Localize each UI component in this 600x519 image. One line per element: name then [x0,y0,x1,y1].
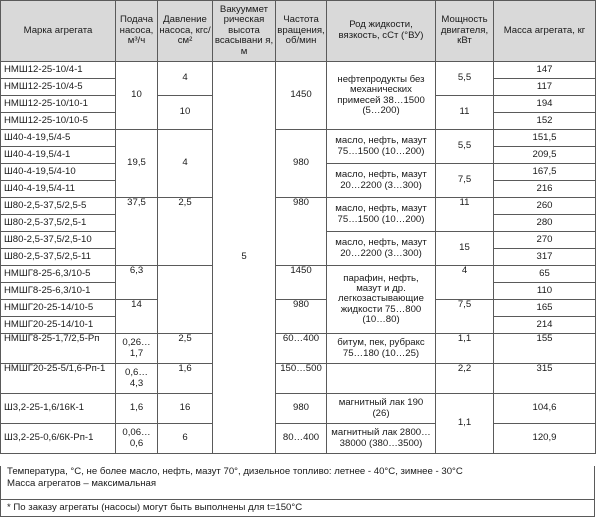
model-cell: НМШ12-25-10/4-1 [1,62,116,79]
model-cell: НМШ12-25-10/10-5 [1,113,116,130]
mass-cell: 317 [494,249,596,266]
rpm-cell: 980 [276,300,327,334]
pressure-cell [158,266,213,334]
liquid-cell: масло, нефть, мазут 20…2200 (3…300) [327,232,436,266]
mass-cell: 315 [494,364,596,394]
flow-cell: 6,3 [116,266,158,300]
model-cell: НМШ12-25-10/10-1 [1,96,116,113]
power-cell: 1,1 [436,334,494,364]
header-row [1,1,596,62]
flow-cell: 37,5 [116,198,158,266]
table-row [1,130,596,147]
liquid-cell: парафин, нефть, мазут и др. легкозастывающие жидкости 75…800 (10…80) [327,266,436,334]
flow-cell: 0,06… 0,6 [116,424,158,454]
power-cell: 11 [436,198,494,232]
table-row [1,364,596,394]
rpm-cell: 980 [276,198,327,266]
model-cell: НМШГ8-25-6,3/10-1 [1,283,116,300]
model-cell: Ш40-4-19,5/4-1 [1,147,116,164]
model-cell: Ш80-2,5-37,5/2,5-11 [1,249,116,266]
liquid-cell: масло, нефть, мазут 75…1500 (10…200) [327,198,436,232]
temperature-note: Температура, °С, не более масло, нефть, мазут 70°, дизельное топливо: летнее - 40°С, зимнее - 30°С [7,466,463,477]
model-cell: Ш80-2,5-37,5/2,5-10 [1,232,116,249]
mass-cell: 209,5 [494,147,596,164]
power-cell: 5,5 [436,62,494,96]
power-cell: 4 [436,266,494,300]
header-flow: Подача насоса, м³/ч [116,1,158,62]
model-cell: Ш40-4-19,5/4-5 [1,130,116,147]
header-power: Мощность двигателя, кВт [436,1,494,62]
rpm-cell: 980 [276,394,327,424]
liquid-cell: масло, нефть, мазут 75…1500 (10…200) [327,130,436,164]
table-row [1,300,596,317]
mass-cell: 280 [494,215,596,232]
header-model: Марка агрегата [1,1,116,62]
model-cell: Ш3,2-25-1,6/16К-1 [1,394,116,424]
pressure-cell: 2,5 [158,334,213,364]
power-cell: 15 [436,232,494,266]
liquid-cell: магнитный лак 190 (26) [327,394,436,424]
rpm-cell: 1450 [276,62,327,130]
power-cell: 7,5 [436,164,494,198]
pressure-cell: 16 [158,394,213,424]
liquid-cell [327,364,436,394]
flow-cell: 19,5 [116,130,158,198]
rpm-cell: 1450 [276,266,327,300]
model-cell: Ш80-2,5-37,5/2,5-1 [1,215,116,232]
rpm-cell: 60…400 [276,334,327,364]
model-cell: НМШГ20-25-14/10-1 [1,317,116,334]
table-row [1,266,596,283]
mass-cell: 110 [494,283,596,300]
power-cell: 11 [436,96,494,130]
mass-cell: 120,9 [494,424,596,454]
mass-cell: 216 [494,181,596,198]
mass-cell: 117 [494,79,596,96]
power-cell: 7,5 [436,300,494,334]
table-row [1,62,596,79]
mass-cell: 155 [494,334,596,364]
rpm-cell: 980 [276,130,327,198]
table-row [1,198,596,215]
pressure-cell: 2,5 [158,198,213,266]
pressure-cell: 4 [158,130,213,198]
table-row [1,424,596,454]
pressure-cell: 4 [158,62,213,96]
header-liquid: Род жидкости, вязкость, сСт (°ВУ) [327,1,436,62]
table-row [1,334,596,364]
liquid-cell: масло, нефть, мазут 20…2200 (3…300) [327,164,436,198]
flow-cell: 1,6 [116,394,158,424]
pressure-cell: 6 [158,424,213,454]
model-cell: Ш40-4-19,5/4-11 [1,181,116,198]
flow-cell: 0,26… 1,7 [116,334,158,364]
pressure-cell: 10 [158,96,213,130]
table-row [1,394,596,424]
model-cell: Ш3,2-25-0,6/6К-Рп-1 [1,424,116,454]
header-pressure: Давление насоса, кгс/см² [158,1,213,62]
rpm-cell: 150…500 [276,364,327,394]
header-mass: Масса агрегата, кг [494,1,596,62]
header-rpm: Частота вращения, об/мин [276,1,327,62]
mass-cell: 152 [494,113,596,130]
flow-cell: 0,6… 4,3 [116,364,158,394]
liquid-cell: магнитный лак 2800…38000 (380…3500) [327,424,436,454]
model-cell: НМШ12-25-10/4-5 [1,79,116,96]
power-cell: 5,5 [436,130,494,164]
model-cell: НМШГ20-25-5/1,6-Рп-1 [1,364,116,394]
model-cell: Ш40-4-19,5/4-10 [1,164,116,181]
mass-cell: 214 [494,317,596,334]
vacuum-cell: 5 [213,62,276,454]
notes-block [0,466,595,500]
mass-note: Масса агрегатов – максимальная [7,477,157,489]
mass-cell: 65 [494,266,596,283]
mass-cell: 167,5 [494,164,596,181]
mass-cell: 165 [494,300,596,317]
model-cell: НМШГ8-25-6,3/10-5 [1,266,116,283]
mass-cell: 151,5 [494,130,596,147]
mass-cell: 104,6 [494,394,596,424]
header-vacuum: Вакууммет рическая высота всасывани я, м [213,1,276,62]
mass-cell: 260 [494,198,596,215]
model-cell: НМШГ20-25-14/10-5 [1,300,116,317]
power-cell: 1,1 [436,394,494,454]
mass-cell: 270 [494,232,596,249]
liquid-cell: нефтепродукты без механических примесей 38…1500 (5…200) [327,62,436,130]
model-cell: Ш80-2,5-37,5/2,5-5 [1,198,116,215]
power-cell: 2,2 [436,364,494,394]
mass-cell: 194 [494,96,596,113]
mass-cell: 147 [494,62,596,79]
flow-cell: 14 [116,300,158,334]
footnote: * По заказу агрегаты (насосы) могут быть выполнены для t=150°С [0,500,595,517]
model-cell: НМШГ8-25-1,7/2,5-Рп [1,334,116,364]
pressure-cell: 1,6 [158,364,213,394]
liquid-cell: битум, пек, рубракс 75…180 (10…25) [327,334,436,364]
rpm-cell: 80…400 [276,424,327,454]
flow-cell: 10 [116,62,158,130]
